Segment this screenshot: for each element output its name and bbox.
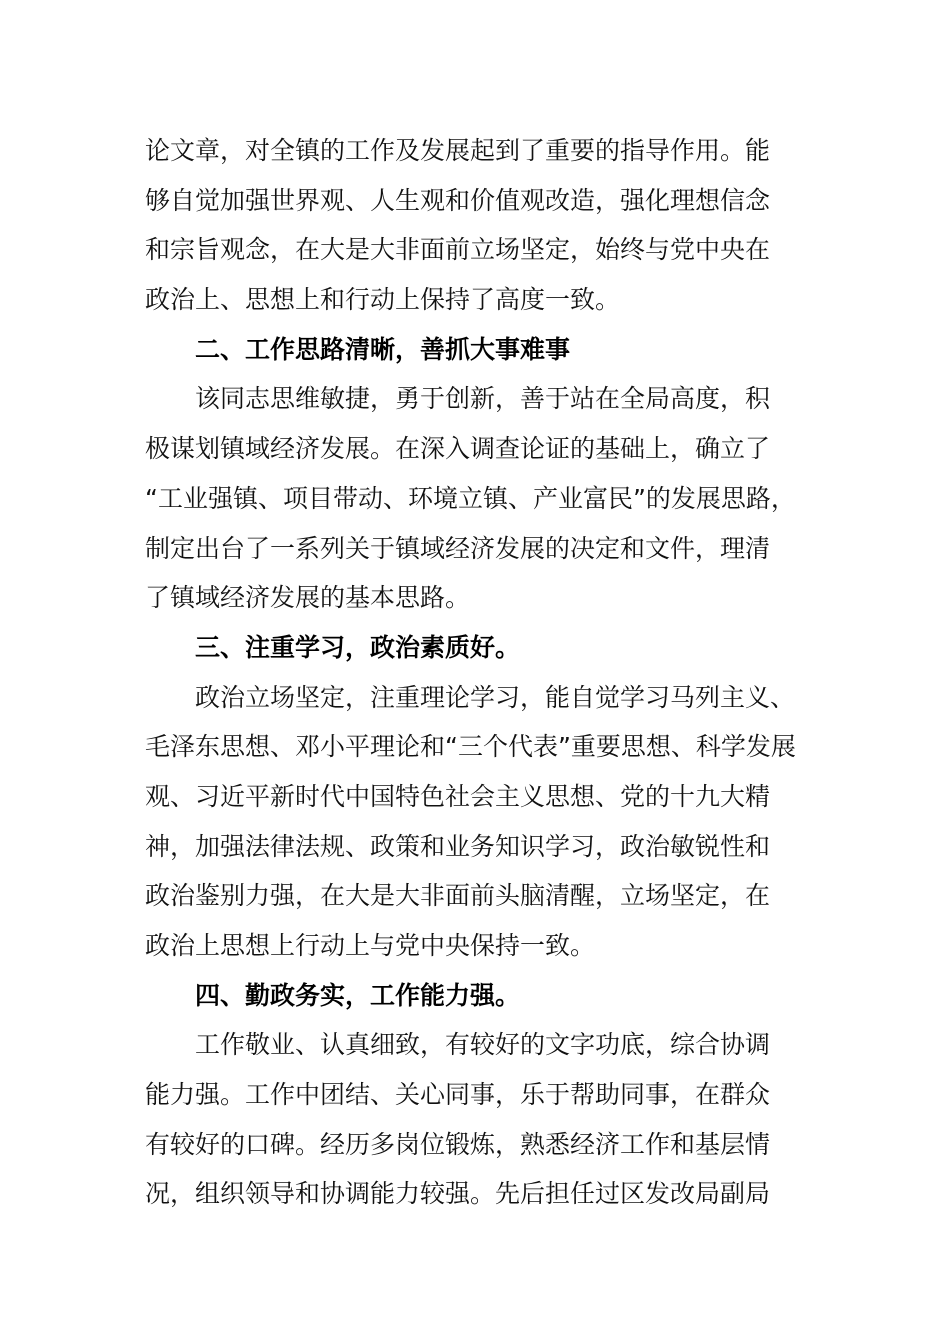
paragraph-line: 了镇域经济发展的基本思路。	[145, 583, 471, 613]
section-heading: 四、勤政务实，工作能力强。	[195, 980, 521, 1010]
paragraph-line: 工作敬业、认真细致，有较好的文字功底，综合协调	[195, 1030, 771, 1060]
paragraph-line: 政治上、思想上和行动上保持了高度一致。	[145, 285, 621, 315]
paragraph-line: 论文章，对全镇的工作及发展起到了重要的指导作用。能	[145, 136, 771, 165]
document-body	[145, 126, 825, 1219]
paragraph-line: 够自觉加强世界观、人生观和价值观改造，强化理想信念	[145, 185, 771, 215]
paragraph-line: 政治上思想上行动上与党中央保持一致。	[145, 931, 596, 960]
paragraph-line: 有较好的口碑。经历多岗位锻炼，熟悉经济工作和基层情	[145, 1129, 771, 1159]
paragraph-line: 政治立场坚定，注重理论学习，能自觉学习马列主义、	[195, 682, 796, 712]
paragraph-line: 极谋划镇域经济发展。在深入调查论证的基础上，确立了	[145, 434, 771, 464]
paragraph-line: 毛泽东思想、邓小平理论和“三个代表”重要思想、科学发展	[145, 732, 796, 762]
paragraph-line: 和宗旨观念，在大是大非面前立场坚定，始终与党中央在	[145, 235, 771, 265]
paragraph-line: 该同志思维敏捷，勇于创新，善于站在全局高度，积	[195, 384, 771, 414]
paragraph-line: 况，组织领导和协调能力较强。先后担任过区发改局副局	[145, 1179, 771, 1209]
paragraph-line: 能力强。工作中团结、关心同事，乐于帮助同事，在群众	[145, 1080, 771, 1110]
paragraph-line: 观、习近平新时代中国特色社会主义思想、党的十九大精	[145, 781, 771, 811]
paragraph-line: 神，加强法律法规、政策和业务知识学习，政治敏锐性和	[145, 831, 771, 861]
paragraph-line: 政治鉴别力强，在大是大非面前头脑清醒，立场坚定，在	[145, 881, 771, 911]
section-heading: 二、工作思路清晰，善抓大事难事	[195, 334, 571, 364]
paragraph-line: 制定出台了一系列关于镇域经济发展的决定和文件，理清	[145, 533, 771, 563]
paragraph-line: “工业强镇、项目带动、环境立镇、产业富民”的发展思路，	[145, 483, 796, 513]
section-heading: 三、注重学习，政治素质好。	[195, 632, 521, 662]
